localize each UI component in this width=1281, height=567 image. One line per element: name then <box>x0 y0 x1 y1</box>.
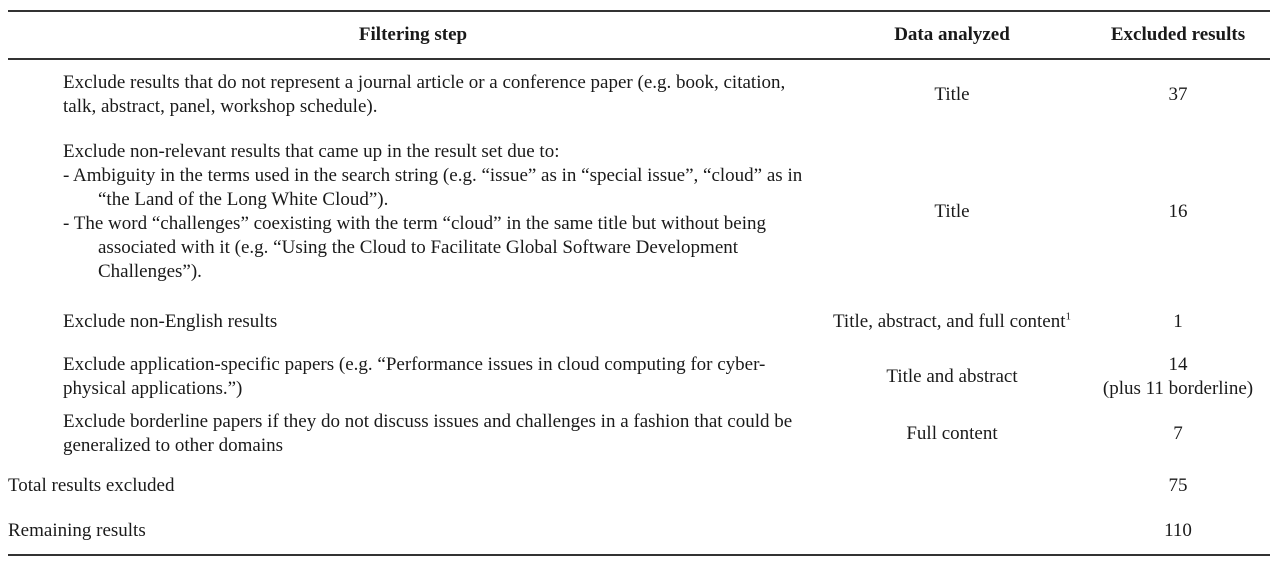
table-row <box>8 59 1270 130</box>
data-analyzed-cell: Title and abstract <box>886 366 1018 387</box>
filtering-step-cell: Exclude borderline papers if they do not discuss issues and challenges in a fashion that could be generalized to other domains <box>63 411 793 456</box>
table-row <box>8 404 1270 464</box>
excluded-results-cell: 7 <box>1173 423 1183 444</box>
table-row <box>8 130 1270 294</box>
filtering-steps-table <box>8 10 1270 556</box>
total-value: 75 <box>1168 475 1188 496</box>
excluded-results-cell <box>1086 350 1270 404</box>
data-analyzed-cell <box>818 294 1086 350</box>
header-excluded-results: Excluded results <box>1110 24 1246 45</box>
remaining-label: Remaining results <box>8 520 146 541</box>
filtering-step-cell: Exclude results that do not represent a journal article or a conference paper (e.g. book, citation, talk, abstract, panel, workshop schedule). <box>63 72 786 117</box>
excluded-results-cell: 37 <box>1168 84 1188 105</box>
excluded-results-cell: 16 <box>1168 201 1188 222</box>
step-intro: Exclude non-relevant results that came up in the result set due to: <box>63 141 560 162</box>
excluded-note: (plus 11 borderline) <box>1102 378 1254 399</box>
remaining-value: 110 <box>1164 520 1192 541</box>
data-analyzed-text: Title, abstract, and full content <box>832 311 1066 332</box>
header-row <box>8 11 1270 59</box>
table-row <box>8 294 1270 350</box>
footnote-marker: 1 <box>1065 310 1072 323</box>
data-analyzed-cell: Title <box>934 84 970 105</box>
filtering-step-cell: Exclude non-English results <box>63 311 278 332</box>
empty-cell <box>818 464 1086 508</box>
excluded-count: 14 <box>1168 354 1188 375</box>
total-label: Total results excluded <box>8 475 175 496</box>
empty-cell <box>818 508 1086 555</box>
header-data-analyzed: Data analyzed <box>894 24 1010 45</box>
excluded-results-cell: 1 <box>1173 311 1183 332</box>
data-analyzed-cell: Title <box>934 201 970 222</box>
remaining-row <box>8 508 1270 555</box>
total-row <box>8 464 1270 508</box>
data-analyzed-cell: Full content <box>906 423 998 444</box>
table-row <box>8 350 1270 404</box>
filtering-step-cell <box>8 130 818 294</box>
step-subitem: - The word “challenges” coexisting with the term “cloud” in the same title but without being associated with it (e.g. “Using the Cloud to Facilitate Global Software Development Challenges”). <box>63 213 766 282</box>
step-subitem: - Ambiguity in the terms used in the search string (e.g. “issue” as in “special issue”, “cloud” as in “the Land of the Long White Cloud”). <box>63 165 803 210</box>
header-filtering-step: Filtering step <box>358 24 468 45</box>
filtering-step-cell: Exclude application-specific papers (e.g. “Performance issues in cloud computing for cyber-physical applications.”) <box>63 354 766 399</box>
